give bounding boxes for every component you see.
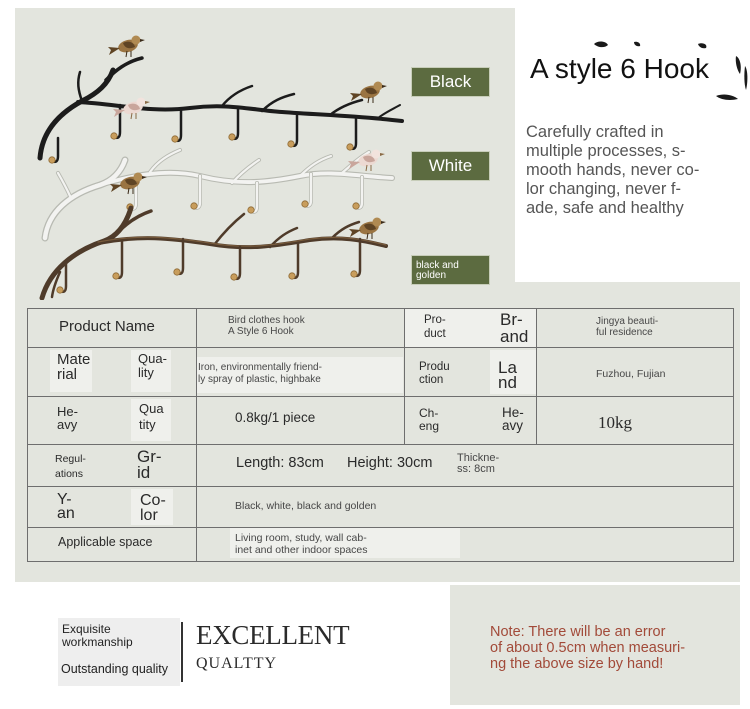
product-title: A style 6 Hook [530,53,709,84]
quality-badge [58,618,180,686]
excellent-headline: EXCELLENT [196,620,350,650]
quality-headline: QUALTTY [196,655,278,672]
table-rule [27,486,734,487]
quantity-label [139,401,164,433]
label-line: ction [419,374,444,386]
table-rule [536,308,537,445]
measurement-note [490,624,685,672]
label-line: eng [419,419,440,433]
description-line: mooth hands, never co- [526,161,700,179]
label-line: He- [502,405,524,420]
label-line: Co- [140,492,166,509]
badge-line: Exquisite [62,622,111,636]
vertical-divider [181,622,183,682]
description-line: ade, safe and healthy [526,199,684,217]
table-rule [27,347,734,348]
label-line: avy [57,417,78,432]
swatch-white-label: White [428,156,473,175]
table-rule [404,308,405,445]
production-label [419,361,450,387]
label-line: Gr- [137,447,162,466]
table-rule [27,308,734,309]
label-line: ations [55,468,84,480]
material-label [57,352,90,382]
value-line: ful residence [596,327,653,338]
bronze-hooks [57,239,360,293]
table-rule [27,444,734,445]
label-line: an [57,505,75,522]
swatch-black-label: Black [429,72,472,91]
length-value: Length: 83cm [236,455,324,471]
product-name-label: Product Name [59,318,155,335]
swatch-white [411,151,490,181]
label-line: Qua- [138,351,167,366]
description-line: multiple processes, s- [526,142,686,160]
value-line: ss: 8cm [457,463,495,475]
applicable-space-label: Applicable space [58,535,153,549]
label-line: duct [424,328,446,340]
heavy-label-2 [502,406,524,432]
hook-rack-photo [15,8,410,300]
weight-value: 0.8kg/1 piece [235,410,316,425]
black-branch-hook-rack [40,58,402,163]
product-brand-label-a [424,313,446,341]
table-rule [27,527,734,528]
thickness-value [457,453,499,475]
swatch-black-golden-label-line: black and [416,260,459,271]
label-line: Mate [57,351,91,368]
table-rule [196,308,197,562]
product-brand-value [596,316,658,338]
label-line: Br- [500,310,523,329]
note-line: ng the above size by hand! [490,656,664,672]
swatch-black-golden-label-line: golden [416,270,447,281]
heavy-label [57,405,78,431]
table-rule [27,396,734,397]
label-line: Ch- [419,406,439,420]
label-line: lity [138,365,154,380]
applicable-space-value [235,532,368,556]
table-rule [27,561,734,562]
bird-figurine [349,218,386,240]
label-line: and [500,327,529,346]
height-value: Height: 30cm [347,455,433,471]
badge-line: Outstanding quality [61,662,169,676]
label-line: Regul- [55,453,86,465]
table-rule [27,308,28,562]
bronze-branch-hook-rack [42,208,386,298]
label-line: Pro- [424,314,446,326]
product-name-value-line: A Style 6 Hook [228,326,294,337]
label-line: avy [502,418,524,433]
load-capacity-value: 10kg [598,413,632,432]
label-line: Produ [419,361,450,373]
label-line: He- [57,404,78,419]
material-value [198,362,322,386]
product-name-value-line: Bird clothes hook [228,315,305,326]
value-line: inet and other indoor spaces [235,544,368,556]
regulations-label [55,452,86,482]
white-branch-hook-rack [45,150,392,238]
label-line: La [498,358,517,377]
label-line: Qua [139,401,164,416]
grid-label [137,449,162,481]
bird-figurine [108,36,145,58]
value-line: Iron, environmentally friend- [198,362,322,373]
swatch-black-golden [411,255,490,285]
land-label [498,360,517,390]
product-name-value [228,315,305,337]
note-line: Note: There will be an error [490,624,666,640]
swatch-black [411,67,490,97]
bird-figurine [350,82,387,104]
yan-label [57,493,75,521]
product-description [526,123,699,218]
production-land-value: Fuzhou, Fujian [596,368,666,380]
value-line: Thickne- [457,452,500,464]
value-line: ly spray of plastic, highbake [198,374,321,385]
label-line: lor [140,507,158,524]
color-label [140,493,166,523]
description-line: lor changing, never f- [526,180,682,198]
color-value: Black, white, black and golden [235,500,377,512]
label-line: tity [139,417,156,432]
label-line: nd [498,373,517,392]
quality-label [138,352,167,380]
label-line: rial [57,366,78,383]
product-brand-label-b [500,311,528,345]
label-line: Y- [57,491,72,508]
label-line: id [137,463,151,482]
value-line: Living room, study, wall cab- [235,532,367,544]
badge-line: workmanship [62,635,133,649]
table-rule [733,308,734,562]
value-line: Jingya beauti- [596,316,659,327]
cheng-label [419,407,439,433]
note-line: of about 0.5cm when measuri- [490,640,686,656]
description-line: Carefully crafted in [526,123,664,141]
